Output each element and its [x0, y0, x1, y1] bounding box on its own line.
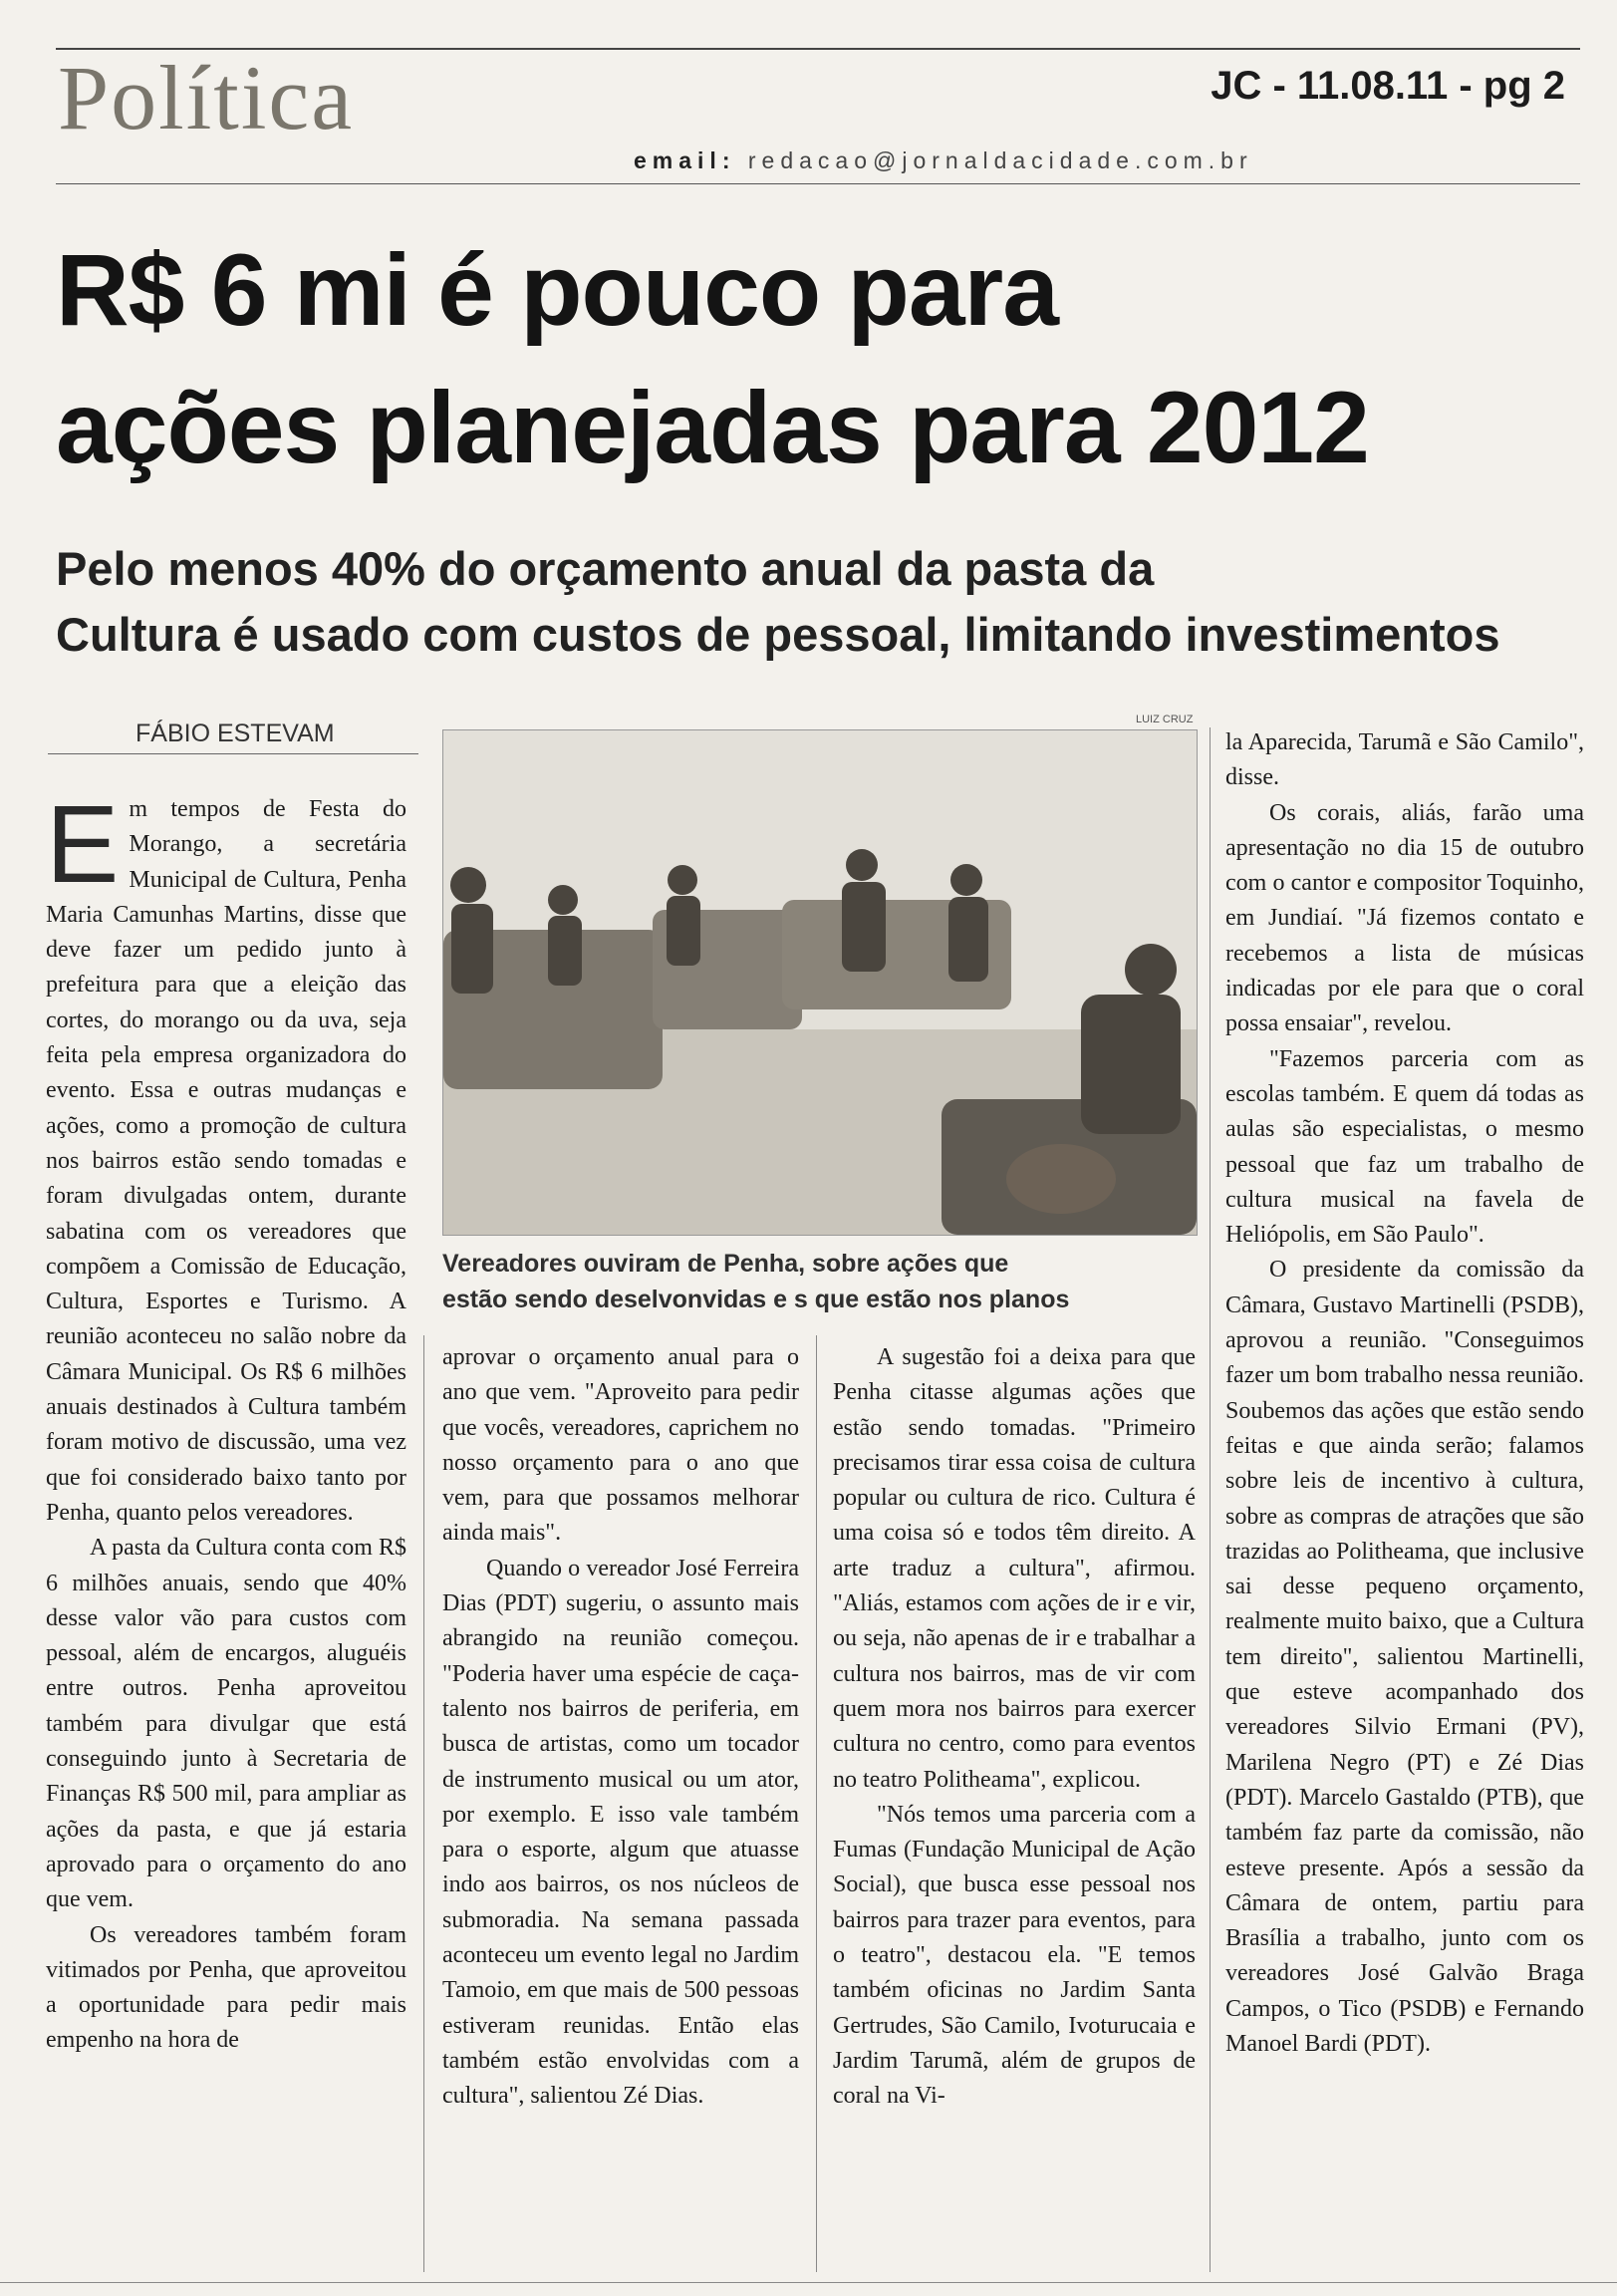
person [842, 882, 886, 972]
paragraph: A pasta da Cultura conta com R$ 6 milhões anuais, sendo que 40% desse valor vão para custos com pessoal, além de encargos, aluguéis entre outros. Penha aproveitou também para divulgar que está conseguindo junto à Secretaria de Finanças R$ 500 mil, para ampliar as ações da pasta, e que já estaria aprovado para o orçamento do ano que vem. [46, 1535, 406, 1913]
headline-line-1: R$ 6 mi é pouco para [56, 233, 1058, 347]
byline: FÁBIO ESTEVAM [135, 719, 335, 747]
article-column-4 [1225, 725, 1584, 2062]
subhead-line-1: Pelo menos 40% do orçamento anual da pasta da [56, 542, 1155, 595]
person [451, 904, 493, 994]
headline [56, 221, 1590, 496]
issue-date-page: JC - 11.08.11 - pg 2 [1211, 64, 1565, 108]
email-line [634, 147, 1253, 174]
headline-line-2: ações planejadas para 2012 [56, 371, 1369, 484]
person [1081, 995, 1181, 1134]
paragraph: A sugestão foi a deixa para que Penha citasse algumas ações que estão sendo tomadas. "Primeiro precisamos tirar essa coisa de cultura popular ou cultura de rico. Cultura é uma coisa só e todos têm direito. A arte traduz a cultura", afirmou. "Aliás, estamos com ações de ir e vir, ou seja, não apenas de ir e trabalhar a cultura nos bairros, mas de vir com quem mora nos bairros para exercer cultura no centro, como para eventos no teatro Politheama", explicou. [833, 1344, 1196, 1793]
article-column-2 [442, 1340, 799, 2115]
subhead-line-2: Cultura é usado com custos de pessoal, limitando investimentos [56, 608, 1500, 661]
meeting-photo [442, 729, 1198, 1236]
person [668, 865, 697, 895]
photo-credit: LUIZ CRUZ [1136, 714, 1194, 725]
paragraph: aprovar o orçamento anual para o ano que vem. "Aproveito para pedir que vocês, vereadores, caprichem no nosso orçamento para o ano que vem, para que possamos melhorar ainda mais". [442, 1344, 799, 1547]
paragraph: O presidente da comissão da Câmara, Gustavo Martinelli (PSDB), aprovou a reunião. "Conseguimos fazer um bom trabalho nessa reunião. Soubemos das ações que estão sendo feitas e que ainda serão; falamos sobre leis de incentivo à cultura, sobre as compras de atrações que são trazidas ao Politheama, que inclusive sai desse pequeno orçamento, realmente muito baixo, que a Cultura tem direito", salientou Martinelli, que esteve acompanhado dos vereadores Silvio Ermani (PV), Marilena Negro (PT) e Zé Dias (PDT). Marcelo Gastaldo (PTB), que também faz parte da comissão, não esteve presente. Após a sessão da Câmara de ontem, partiu para Brasília a trabalho, junto com os vereadores José Galvão Braga Campos, o Tico (PSDB) e Fernando Manoel Bardi (PDT). [1225, 1257, 1584, 2057]
paragraph: "Nós temos uma parceria com a Fumas (Fundação Municipal de Ação Social), que busca esse pessoal nos bairros para trazer para eventos, para o teatro", destacou ela. "E temos também oficinas no Jardim Santa Gertrudes, São Camilo, Ivoturucaia e Jardim Tarumã, além de grupos de coral na Vi- [833, 1801, 1196, 2110]
drop-cap: E [46, 783, 120, 906]
paragraph: la Aparecida, Tarumã e São Camilo", disse. [1225, 729, 1584, 791]
person [548, 916, 582, 986]
section-title: Política [58, 47, 355, 148]
caption-line-1: Vereadores ouviram de Penha, sobre ações que [442, 1250, 1009, 1278]
person [667, 896, 700, 966]
paragraph: "Fazemos parceria com as escolas também. E quem dá todas as aulas são especialistas, o mesmo pessoal que faz um trabalho de cultura musical na favela de Heliópolis, em São Paulo". [1225, 1045, 1584, 1249]
column-divider [423, 1335, 424, 2272]
person [450, 867, 486, 903]
paragraph: Os corais, aliás, farão uma apresentação no dia 15 de outubro com o cantor e compositor Toquinho, em Jundiaí. "Já fizemos contato e recebemos a lista de músicas indicadas por ele para que o coral possa ensaiar", revelou. [1225, 799, 1584, 1037]
person [846, 849, 878, 881]
person [1125, 944, 1177, 996]
meeting-photo-illustration [443, 730, 1197, 1235]
email-address: redacao@jornaldacidade.com.br [747, 147, 1253, 173]
person [948, 897, 988, 982]
email-label: email: [634, 147, 736, 173]
bottom-rule [0, 2282, 1617, 2283]
byline-rule [48, 753, 418, 754]
column-divider [1210, 727, 1211, 2272]
header-rule [56, 183, 1580, 184]
paragraph [46, 783, 406, 1531]
caption-line-2: estão sendo deselvonvidas e s que estão nos planos [442, 1286, 1070, 1313]
paragraph-text: m tempos de Festa do Morango, a secretária Municipal de Cultura, Penha Maria Camunhas Martins, disse que deve fazer um pedido junto à prefeitura para que a eleição das cortes, do morango ou da uva, seja feita pela empresa organizadora do evento. Essa e outras mudanças e ações, como a promoção de cultura nos bairros estão sendo tomadas e foram divulgadas ontem, durante sabatina com os vereadores que compõem a Comissão de Educação, Cultura, Esportes e Turismo. A reunião aconteceu no salão nobre da Câmara Municipal. Os R$ 6 milhões anuais destinados à Cultura também foram motivo de discussão, uma vez que foi considerado baixo tanto por Penha, quanto pelos vereadores. [46, 796, 406, 1526]
person [548, 885, 578, 915]
handbag [1006, 1144, 1116, 1214]
person [950, 864, 982, 896]
photo-caption [442, 1246, 1200, 1317]
column-divider [816, 1335, 817, 2272]
paragraph: Quando o vereador José Ferreira Dias (PDT) sugeriu, o assunto mais abrangido na reunião começou. "Poderia haver uma espécie de caça-talento nos bairros de periferia, em busca de artistas, como um tocador de instrumento musical ou um ator, por exemplo. E isso vale também para o esporte, algum que atuasse indo aos bairros, os nos núcleos de submoradia. Na semana passada aconteceu um evento legal no Jardim Tamoio, em que mais de 500 pessoas estiveram reunidas. Então elas também estão envolvidas com a cultura", salientou Zé Dias. [442, 1555, 799, 2110]
subheadline [56, 536, 1590, 668]
article-column-1 [46, 783, 406, 2059]
article-column-3 [833, 1340, 1196, 2115]
paragraph: Os vereadores também foram vitimados por Penha, que aproveitou a oportunidade para pedir mais empenho na hora de [46, 1921, 406, 2054]
